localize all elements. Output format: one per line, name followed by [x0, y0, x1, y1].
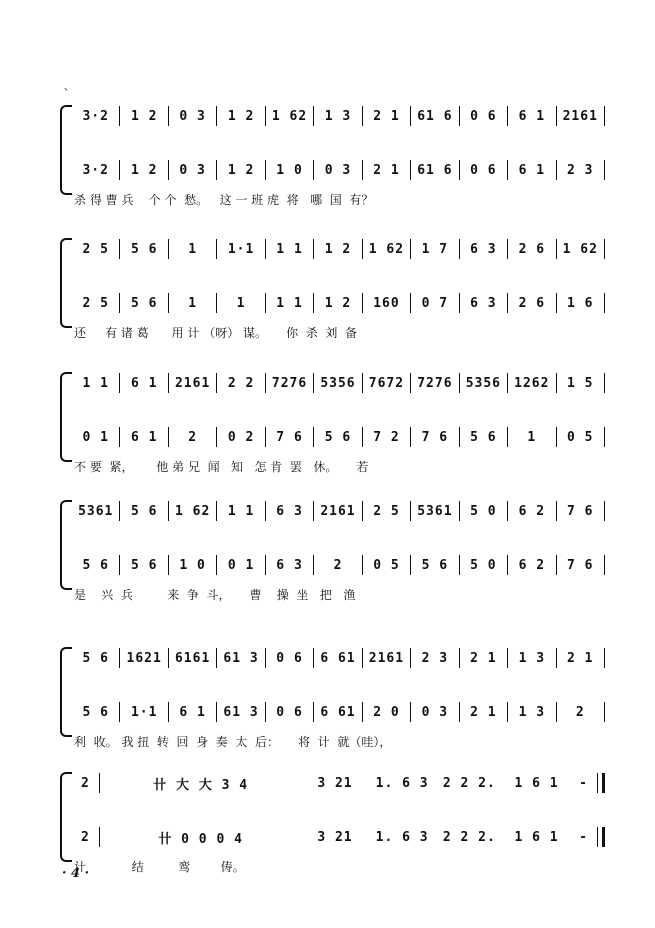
measure: 1 3	[518, 704, 546, 720]
measure: 2 0	[373, 704, 400, 720]
barline	[604, 648, 605, 668]
measure: 5 0	[470, 503, 497, 519]
lyrics-line: 不 要 紧， 他 弟 兄 闻 知 怎 肯 罢 休。 若	[74, 460, 369, 474]
measure: 2 1	[373, 162, 400, 178]
measure: 160	[373, 295, 400, 311]
measure: 1 5	[567, 375, 594, 391]
measure: 7672	[368, 375, 405, 391]
measure: 1 62	[368, 241, 405, 257]
measure: 6 3	[470, 295, 497, 311]
measure: 1·1	[130, 704, 158, 720]
measure: 1 0	[276, 162, 303, 178]
measure: -	[579, 829, 588, 845]
measure: 2	[81, 829, 90, 845]
system-brace	[60, 372, 72, 462]
measure: 1262	[514, 375, 550, 391]
measure: 2161	[562, 108, 598, 124]
measure: 7 2	[373, 429, 400, 445]
measure: 1 3	[324, 108, 352, 124]
measure: 3·2	[82, 108, 109, 124]
measure: 2	[333, 557, 343, 573]
barline	[604, 373, 605, 393]
measure: 2 1	[470, 650, 497, 666]
measure: 5 6	[421, 557, 449, 573]
measure: 5361	[417, 503, 453, 519]
barline	[604, 555, 605, 575]
measure: 0 5	[567, 429, 594, 445]
measure: 2161	[368, 650, 405, 666]
lyrics-line: 是 兴 兵 来 争 斗， 曹 操 坐 把 渔	[74, 588, 356, 602]
measure: 0 7	[421, 295, 449, 311]
measure: 6 3	[470, 241, 497, 257]
measure: 7 6	[276, 429, 303, 445]
measure: 61 3	[223, 704, 259, 720]
measure: 7 6	[567, 503, 594, 519]
measure: 6 1	[518, 108, 546, 124]
measure: 0 3	[421, 704, 449, 720]
breath-mark: 、	[64, 82, 74, 93]
measure: 5 0	[470, 557, 497, 573]
measure: 2 6	[518, 241, 546, 257]
measure: 2 1	[567, 650, 594, 666]
measure: 6 1	[130, 429, 158, 445]
measure: 卄 0 0 0 4	[158, 831, 243, 847]
system-brace	[60, 105, 72, 195]
measure: 7276	[417, 375, 453, 391]
measure: 1 2	[324, 241, 352, 257]
measure: 6 3	[276, 557, 303, 573]
measure: 1 1	[227, 503, 255, 519]
measure: 1 3	[518, 650, 546, 666]
measure: 1 2	[227, 162, 255, 178]
lyrics-line: 计 结 鸾 俦。	[74, 860, 245, 874]
barline	[604, 106, 605, 126]
measure: 0 3	[324, 162, 352, 178]
measure: 3·2	[82, 162, 109, 178]
measure: 7 6	[567, 557, 594, 573]
measure: 1 2	[130, 108, 158, 124]
measure: 1	[527, 429, 537, 445]
measure: 2 5	[373, 503, 400, 519]
final-barline	[597, 827, 605, 847]
system-brace	[60, 647, 72, 737]
lower-staff	[72, 554, 605, 576]
measure: 3 21	[317, 829, 353, 845]
measure: 2 2 2.	[442, 829, 496, 845]
measure: 61 6	[417, 108, 453, 124]
measure: 1 2	[324, 295, 352, 311]
lyrics-line: 杀 得 曹 兵 个 个 愁。 这 一 班 虎 将 哪 国 有？	[74, 193, 374, 207]
measure: 5356	[320, 375, 356, 391]
measure: -	[579, 775, 588, 791]
measure: 5 6	[82, 557, 109, 573]
measure: 卄 大 大 3 4	[153, 777, 249, 793]
measure: 1 1	[276, 295, 303, 311]
barline	[604, 293, 605, 313]
measure: 1 2	[130, 162, 158, 178]
measure: 0 6	[276, 650, 303, 666]
measure: 1 6 1	[514, 829, 559, 845]
measure: 61 6	[417, 162, 453, 178]
measure: 0 1	[227, 557, 255, 573]
measure: 61 3	[223, 650, 259, 666]
measure: 2 2 2.	[442, 775, 496, 791]
measure: 6 61	[320, 704, 356, 720]
measure: 2 2	[227, 375, 255, 391]
measure: 2	[81, 775, 90, 791]
measure: 0 5	[373, 557, 400, 573]
barline	[604, 501, 605, 521]
measure: 1 1	[276, 241, 303, 257]
measure: 2 6	[518, 295, 546, 311]
lyrics-line: 利 收。 我 扭 转 回 身 奏 太 后： 将 计 就（哇），	[74, 735, 392, 749]
measure: 0 3	[179, 108, 206, 124]
upper-staff	[72, 500, 605, 522]
barline	[604, 702, 605, 722]
music-system-6	[60, 772, 605, 922]
measure: 1 6	[567, 295, 594, 311]
measure: 5 6	[82, 650, 109, 666]
barline	[604, 160, 605, 180]
measure: 5 6	[470, 429, 497, 445]
final-barline	[597, 773, 605, 793]
measure: 7276	[271, 375, 308, 391]
measure: 1 62	[562, 241, 598, 257]
measure: 6 1	[518, 162, 546, 178]
measure: 1 0	[179, 557, 206, 573]
measure: 5 6	[130, 503, 158, 519]
lower-staff	[72, 701, 605, 723]
measure: 6161	[174, 650, 211, 666]
measure: 2 1	[470, 704, 497, 720]
measure: 1	[188, 295, 198, 311]
measure: 5356	[465, 375, 501, 391]
measure: 5361	[78, 503, 114, 519]
system-brace	[60, 772, 72, 862]
lower-staff	[72, 826, 605, 848]
measure: 6 3	[276, 503, 303, 519]
measure: 6 1	[130, 375, 158, 391]
measure: 6 61	[320, 650, 356, 666]
measure: 2	[188, 429, 198, 445]
measure: 5 6	[130, 241, 158, 257]
measure: 6 1	[179, 704, 206, 720]
measure: 3 21	[317, 775, 353, 791]
measure: 6 2	[518, 503, 546, 519]
measure: 1 2	[227, 108, 255, 124]
lower-staff	[72, 292, 605, 314]
measure: 1 1	[82, 375, 109, 391]
lower-staff	[72, 159, 605, 181]
music-system-1	[60, 105, 605, 255]
upper-staff	[72, 105, 605, 127]
measure: 0 2	[227, 429, 255, 445]
measure: 1	[188, 241, 198, 257]
page-number: · 4 ·	[62, 866, 90, 881]
measure: 2 5	[82, 241, 109, 257]
measure: 0 6	[470, 162, 497, 178]
measure: 2 3	[421, 650, 449, 666]
measure: 5 6	[130, 295, 158, 311]
measure: 2 5	[82, 295, 109, 311]
measure: 2 3	[567, 162, 594, 178]
measure: 5 6	[130, 557, 158, 573]
measure: 0 3	[179, 162, 206, 178]
measure: 5 6	[324, 429, 352, 445]
measure: 2	[575, 704, 585, 720]
system-brace	[60, 500, 72, 590]
measure: 1621	[126, 650, 162, 666]
lyrics-line: 还 有 诸 葛 用 计 （呀） 谋。 你 杀 刘 备	[74, 326, 357, 340]
upper-staff	[72, 372, 605, 394]
measure: 7 6	[421, 429, 449, 445]
upper-staff	[72, 238, 605, 260]
measure: 1	[236, 295, 246, 311]
upper-staff	[72, 647, 605, 669]
measure: 2 1	[373, 108, 400, 124]
measure: 6 2	[518, 557, 546, 573]
music-system-4	[60, 500, 605, 650]
measure: 1. 6 3	[375, 775, 429, 791]
measure: 2161	[174, 375, 211, 391]
measure: 0 6	[276, 704, 303, 720]
system-brace	[60, 238, 72, 328]
measure: 5 6	[82, 704, 109, 720]
measure: 1 62	[271, 108, 308, 124]
barline	[604, 427, 605, 447]
upper-staff	[72, 772, 605, 794]
measure: 0 1	[82, 429, 109, 445]
music-system-2	[60, 238, 605, 388]
lower-staff	[72, 426, 605, 448]
barline	[604, 239, 605, 259]
measure: 1·1	[227, 241, 255, 257]
measure: 1 6 1	[514, 775, 559, 791]
measure: 0 6	[470, 108, 497, 124]
measure: 1. 6 3	[375, 829, 429, 845]
measure: 1 7	[421, 241, 449, 257]
measure: 2161	[320, 503, 356, 519]
measure: 1 62	[174, 503, 211, 519]
